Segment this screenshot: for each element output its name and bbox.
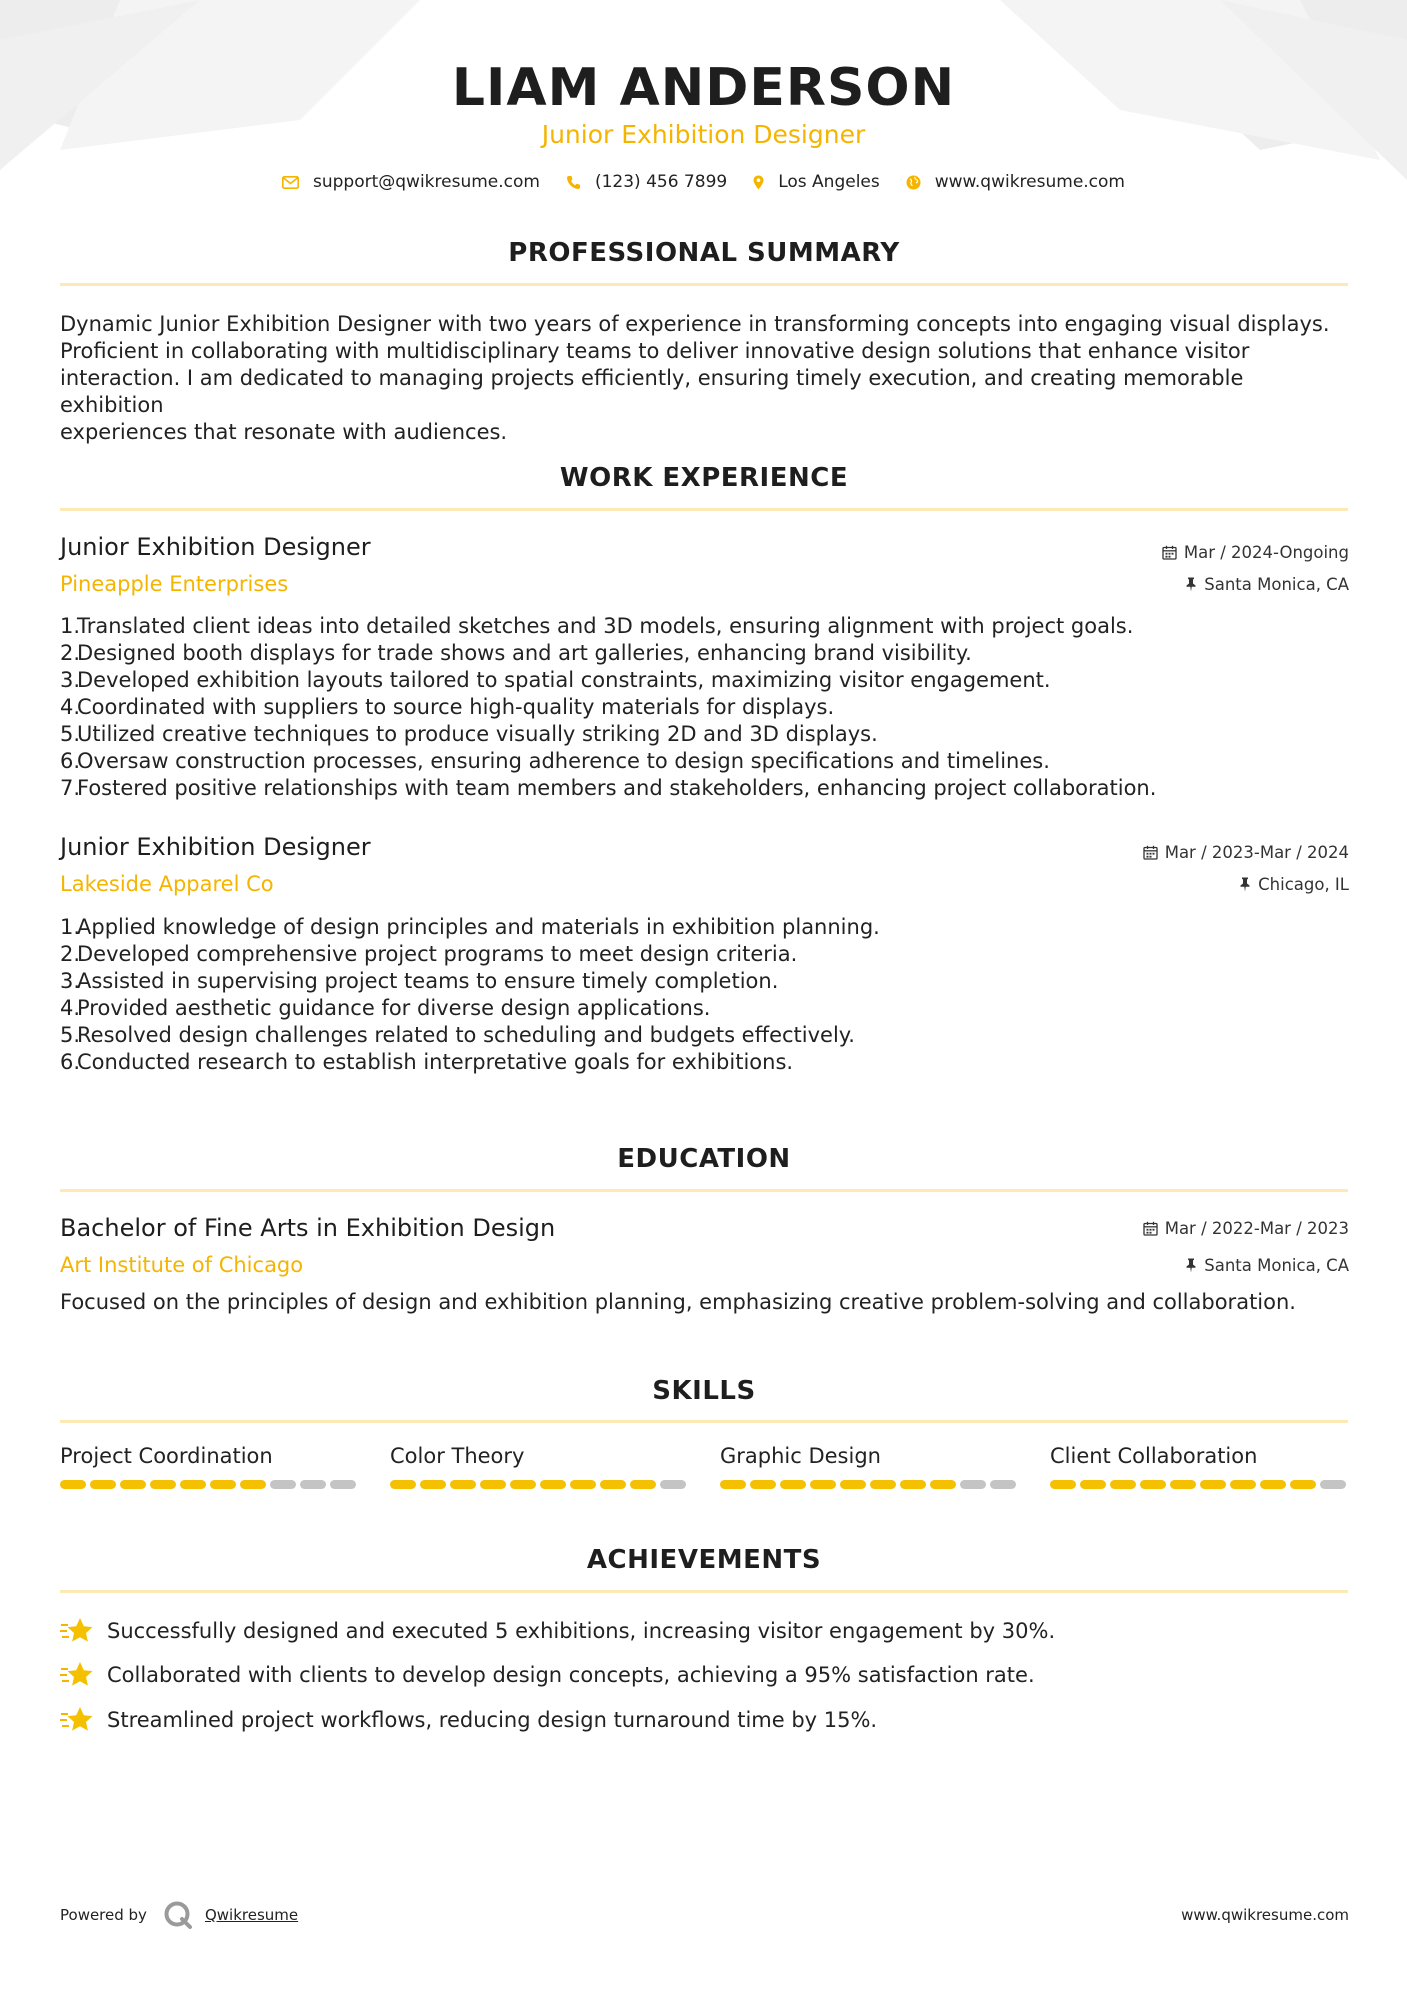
skill-segment-filled: [570, 1480, 596, 1489]
skill-segment-filled: [900, 1480, 926, 1489]
education-location-text: Santa Monica, CA: [1204, 1256, 1349, 1275]
job-location-text: Chicago, IL: [1258, 875, 1349, 894]
contact-website-text: www.qwikresume.com: [934, 172, 1125, 192]
skill-name: Client Collaboration: [1050, 1444, 1258, 1468]
skill-segment-filled: [150, 1480, 176, 1489]
job-date-text: Mar / 2023-Mar / 2024: [1164, 843, 1349, 862]
achievement-text: Successfully designed and executed 5 exhibitions, increasing visitor engagement by 30%.: [107, 1619, 1056, 1643]
skill-level-bar: [60, 1480, 360, 1489]
list-item: 1. Translated client ideas into detailed sketches and 3D models, ensuring alignment with project goals.: [60, 614, 1134, 638]
contact-email[interactable]: [282, 172, 540, 192]
skill-segment-filled: [750, 1480, 776, 1489]
skill-segment-filled: [1230, 1480, 1256, 1489]
calendar-icon: [1162, 545, 1177, 560]
skill-segment-filled: [1140, 1480, 1166, 1489]
skill-segment-empty: [270, 1480, 296, 1489]
company-name: Lakeside Apparel Co: [60, 872, 274, 896]
achievement-item: [60, 1660, 1035, 1690]
skill-segment-filled: [780, 1480, 806, 1489]
envelope-icon: [282, 176, 299, 189]
phone-icon: [566, 175, 581, 190]
location-pin-icon: [753, 175, 764, 190]
skill-segment-filled: [180, 1480, 206, 1489]
job-duties-list: [60, 613, 1350, 802]
list-item: 2. Developed comprehensive project programs to meet design criteria.: [60, 942, 798, 966]
section-title-experience: WORK EXPERIENCE: [559, 463, 849, 493]
skill-segment-empty: [1320, 1480, 1346, 1489]
list-item: 6. Conducted research to establish interpretative goals for exhibitions.: [60, 1050, 794, 1074]
list-item: 2. Designed booth displays for trade shows and art galleries, enhancing brand visibility.: [60, 641, 972, 665]
list-item: 7. Fostered positive relationships with team members and stakeholders, enhancing project collaboration.: [60, 776, 1157, 800]
degree-title: Bachelor of Fine Arts in Exhibition Design: [60, 1214, 556, 1242]
skill-segment-empty: [300, 1480, 326, 1489]
summary-line: experiences that resonate with audiences.: [60, 420, 508, 444]
skill-segment-filled: [60, 1480, 86, 1489]
job-date: [1162, 543, 1349, 562]
skill-segment-filled: [390, 1480, 416, 1489]
skill-item: [60, 1444, 360, 1489]
list-item: 3. Assisted in supervising project teams to ensure timely completion.: [60, 969, 779, 993]
skill-level-bar: [720, 1480, 1020, 1489]
contact-bar: [0, 172, 1407, 192]
star-icon: [60, 1616, 94, 1646]
candidate-name: LIAM ANDERSON: [451, 58, 956, 118]
section-divider: [60, 508, 1348, 511]
skill-name: Graphic Design: [720, 1444, 881, 1468]
list-item: 3. Developed exhibition layouts tailored to spatial constraints, maximizing visitor engagement.: [60, 668, 1051, 692]
skill-segment-filled: [90, 1480, 116, 1489]
section-title-education: EDUCATION: [617, 1144, 791, 1174]
qwikresume-link[interactable]: Qwikresume: [204, 1906, 299, 1924]
list-item: 4. Coordinated with suppliers to source high-quality materials for displays.: [60, 695, 835, 719]
section-title-achievements: ACHIEVEMENTS: [586, 1545, 822, 1575]
summary-line: Proficient in collaborating with multidisciplinary teams to deliver innovative design solutions that enhance visitor: [60, 339, 1250, 363]
section-divider: [60, 1590, 1348, 1593]
skill-segment-filled: [1170, 1480, 1196, 1489]
pushpin-icon: [1185, 1258, 1197, 1273]
achievement-item: [60, 1705, 877, 1735]
list-item: 4. Provided aesthetic guidance for diverse design applications.: [60, 996, 711, 1020]
skill-name: Project Coordination: [60, 1444, 273, 1468]
skill-segment-filled: [870, 1480, 896, 1489]
footer-url[interactable]: www.qwikresume.com: [1181, 1906, 1349, 1924]
job-location-text: Santa Monica, CA: [1204, 575, 1349, 594]
job-duties-list: [60, 914, 1350, 1076]
skill-segment-filled: [240, 1480, 266, 1489]
summary-text: [60, 311, 1350, 446]
list-item: 1. Applied knowledge of design principles and materials in exhibition planning.: [60, 915, 880, 939]
section-divider: [60, 1420, 1348, 1423]
job-title: Junior Exhibition Designer: [60, 533, 371, 561]
skill-segment-filled: [120, 1480, 146, 1489]
list-item: 5. Utilized creative techniques to produce visually striking 2D and 3D displays.: [60, 722, 878, 746]
contact-email-text: support@qwikresume.com: [313, 172, 540, 192]
skill-segment-filled: [210, 1480, 236, 1489]
footer-powered-by: [60, 1900, 298, 1930]
achievement-text: Collaborated with clients to develop design concepts, achieving a 95% satisfaction rate.: [107, 1663, 1035, 1687]
skill-segment-filled: [480, 1480, 506, 1489]
section-title-summary: PROFESSIONAL SUMMARY: [508, 238, 900, 268]
list-item: 5. Resolved design challenges related to scheduling and budgets effectively.: [60, 1023, 855, 1047]
skill-level-bar: [390, 1480, 690, 1489]
education-date-text: Mar / 2022-Mar / 2023: [1164, 1219, 1349, 1238]
pushpin-icon: [1185, 577, 1197, 592]
contact-location: [753, 172, 880, 192]
skill-segment-filled: [510, 1480, 536, 1489]
powered-by-label: Powered by: [60, 1906, 147, 1924]
achievement-item: [60, 1616, 1055, 1646]
job-date: [1143, 843, 1349, 862]
contact-location-text: Los Angeles: [778, 172, 880, 192]
skill-segment-filled: [1260, 1480, 1286, 1489]
contact-website[interactable]: [906, 172, 1125, 192]
skill-segment-filled: [1200, 1480, 1226, 1489]
skill-item: [720, 1444, 1020, 1489]
list-item: 6. Oversaw construction processes, ensuring adherence to design specifications and timelines.: [60, 749, 1050, 773]
job-date-text: Mar / 2024-Ongoing: [1183, 543, 1349, 562]
skill-item: [1050, 1444, 1350, 1489]
pushpin-icon: [1239, 877, 1251, 892]
skill-segment-filled: [840, 1480, 866, 1489]
skill-segment-empty: [990, 1480, 1016, 1489]
summary-line: Dynamic Junior Exhibition Designer with two years of experience in transforming concepts into engaging visual displays.: [60, 312, 1330, 336]
section-divider: [60, 1189, 1348, 1192]
skills-list: [60, 1444, 1350, 1489]
skill-segment-empty: [330, 1480, 356, 1489]
skill-segment-filled: [1290, 1480, 1316, 1489]
school-name: Art Institute of Chicago: [60, 1253, 304, 1277]
contact-phone-text: (123) 456 7899: [594, 172, 728, 192]
skill-segment-filled: [420, 1480, 446, 1489]
globe-icon: [906, 175, 921, 190]
section-title-skills: SKILLS: [652, 1376, 756, 1406]
skill-segment-filled: [540, 1480, 566, 1489]
skill-segment-filled: [450, 1480, 476, 1489]
star-icon: [60, 1705, 94, 1735]
skill-segment-filled: [1110, 1480, 1136, 1489]
job-location: [1185, 575, 1349, 594]
skill-item: [390, 1444, 690, 1489]
skill-segment-filled: [720, 1480, 746, 1489]
skill-segment-filled: [1080, 1480, 1106, 1489]
job-location: [1239, 875, 1349, 894]
qwikresume-logo-icon: [163, 1900, 193, 1930]
skill-segment-filled: [810, 1480, 836, 1489]
skill-segment-filled: [1050, 1480, 1076, 1489]
calendar-icon: [1143, 1221, 1158, 1236]
section-divider: [60, 283, 1348, 286]
skill-name: Color Theory: [390, 1444, 525, 1468]
skill-segment-empty: [660, 1480, 686, 1489]
company-name: Pineapple Enterprises: [60, 572, 289, 596]
education-date: [1143, 1219, 1349, 1238]
contact-phone[interactable]: [566, 172, 727, 192]
candidate-title: Junior Exhibition Designer: [541, 120, 866, 149]
summary-line: interaction. I am dedicated to managing projects efficiently, ensuring timely execution, and creating memorable exhibition: [60, 366, 1244, 417]
skill-segment-filled: [930, 1480, 956, 1489]
job-title: Junior Exhibition Designer: [60, 833, 371, 861]
star-icon: [60, 1660, 94, 1690]
achievement-text: Streamlined project workflows, reducing design turnaround time by 15%.: [107, 1708, 878, 1732]
skill-segment-filled: [630, 1480, 656, 1489]
skill-segment-filled: [600, 1480, 626, 1489]
education-description: Focused on the principles of design and exhibition planning, emphasizing creative problem-solving and collaboration.: [60, 1290, 1296, 1314]
skill-level-bar: [1050, 1480, 1350, 1489]
skill-segment-empty: [960, 1480, 986, 1489]
calendar-icon: [1143, 845, 1158, 860]
education-location: [1185, 1256, 1349, 1275]
